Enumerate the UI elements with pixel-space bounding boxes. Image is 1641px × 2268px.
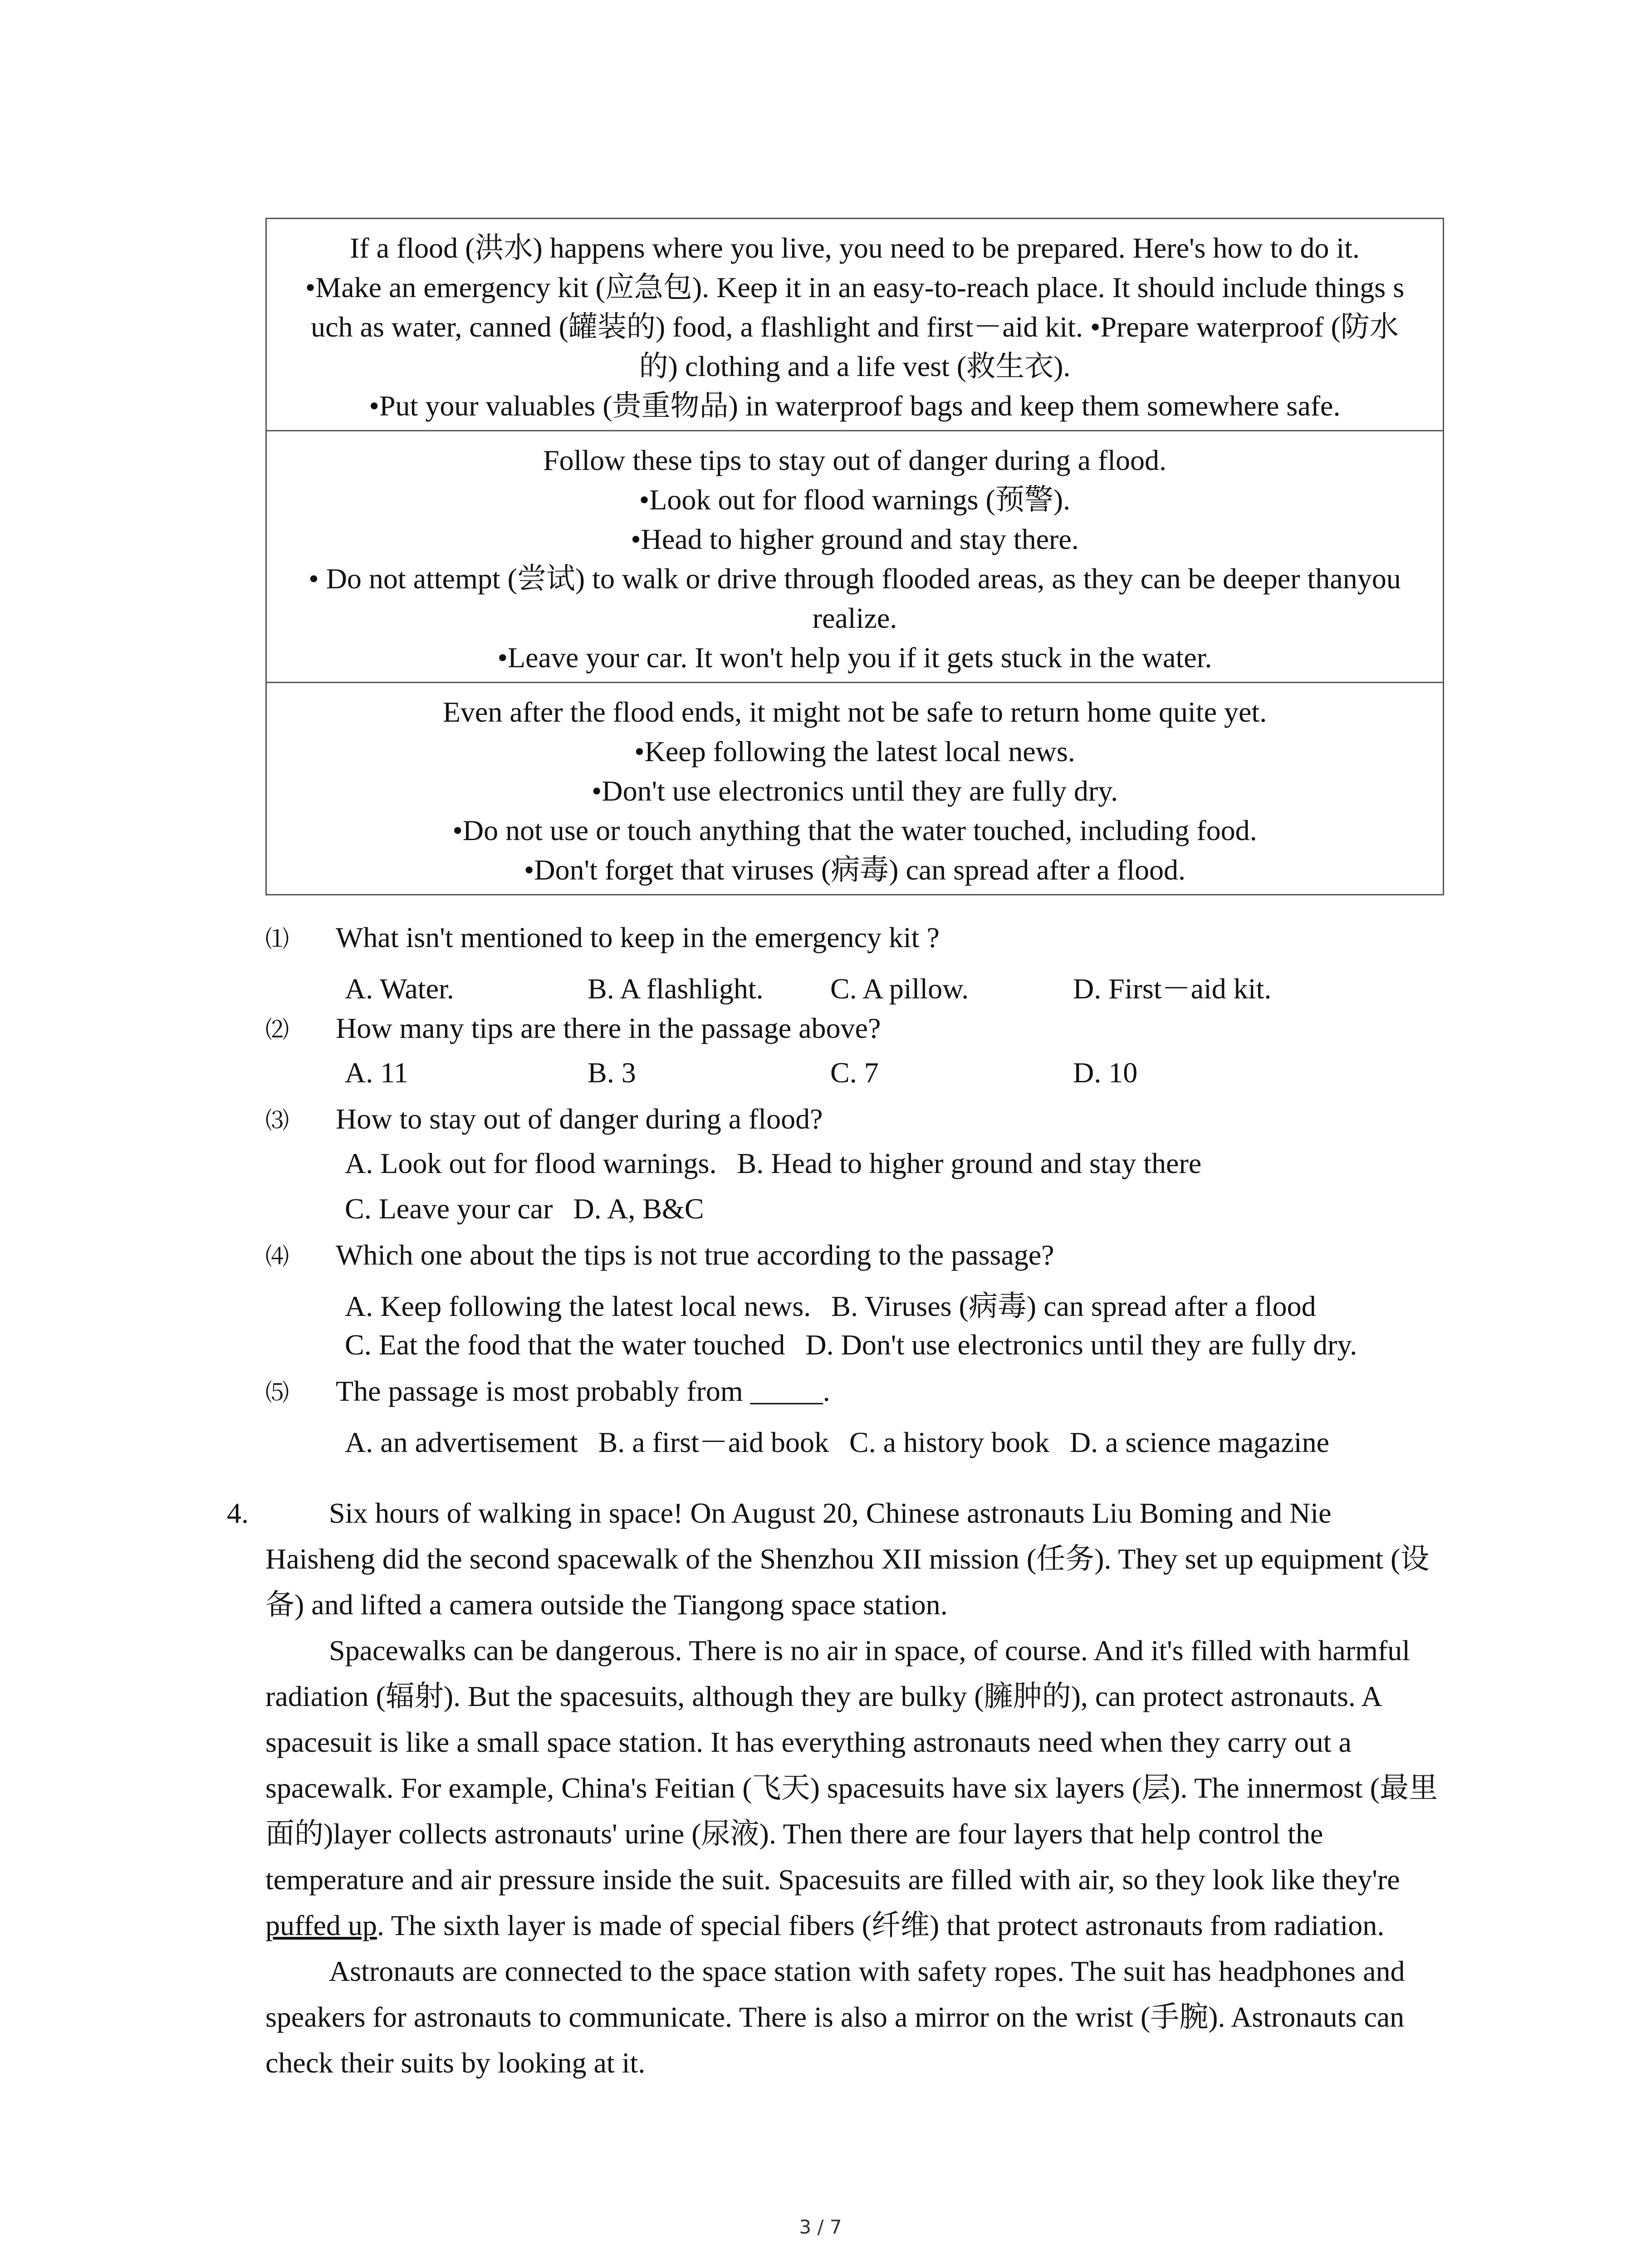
box-line: •Don't forget that viruses (病毒) can spread after a flood. (524, 854, 1186, 886)
question-number: ⑸ (265, 1379, 289, 1407)
option-row (265, 1147, 1445, 1192)
box-line: •Put your valuables (贵重物品) in waterproof bags and keep them somewhere safe. (369, 390, 1341, 422)
box-line: •Make an emergency kit (应急包). Keep it in an easy-to-reach place. It should include things s (305, 271, 1405, 303)
option-c[interactable]: C. Eat the food that the water touched (345, 1329, 785, 1361)
option-c[interactable]: C. a history book (849, 1426, 1049, 1458)
box-line: 的) clothing and a life vest (救生衣). (639, 350, 1071, 382)
box-section-prepare (267, 219, 1443, 430)
passage-number: 4. (227, 1497, 249, 1529)
box-section-after (267, 682, 1443, 894)
option-b[interactable]: B. a first－aid book (598, 1426, 829, 1458)
question-number: ⑵ (265, 1017, 289, 1044)
question-text: How to stay out of danger during a flood? (336, 1103, 823, 1135)
option-row (265, 1328, 1445, 1374)
option-row (265, 965, 1445, 1011)
box-line: •Leave your car. It won't help you if it gets stuck in the water. (497, 641, 1212, 674)
option-b[interactable]: B. A flashlight. (588, 973, 764, 1005)
box-line: realize. (812, 602, 897, 634)
question-4 (265, 1237, 1445, 1283)
question-text: How many tips are there in the passage above? (336, 1012, 881, 1044)
question-text: The passage is most probably from _____. (336, 1375, 830, 1407)
paragraph-1 (218, 1490, 1443, 1628)
box-line: uch as water, canned (罐装的) food, a flashlight and first－aid kit. •Prepare waterproof (防水 (311, 311, 1399, 343)
option-d[interactable]: D. a science magazine (1069, 1426, 1329, 1458)
question-2 (265, 1011, 1445, 1056)
box-line: If a flood (洪水) happens where you live, you need to be prepared. Here's how to do it. (350, 232, 1360, 264)
question-text: What isn't mentioned to keep in the emergency kit ? (336, 921, 940, 953)
option-a[interactable]: A. Look out for flood warnings. (345, 1147, 717, 1179)
flood-passage-box (265, 218, 1444, 895)
box-line: •Don't use electronics until they are fully dry. (591, 775, 1118, 807)
option-a[interactable]: A. Water. (345, 973, 454, 1005)
option-row (265, 1192, 1445, 1237)
box-line: Even after the flood ends, it might not be safe to return home quite yet. (442, 696, 1267, 728)
option-d[interactable]: D. 10 (1073, 1056, 1138, 1089)
paragraph-text: Astronauts are connected to the space station with safety ropes. The suit has headphones and speakers for astronauts to communicate. There is also a mirror on the wrist (手腕). Astronauts can check their suits by looking at it. (265, 1955, 1405, 2079)
question-number: ⑷ (265, 1243, 289, 1271)
box-section-during (267, 430, 1443, 682)
spacewalk-passage (218, 1490, 1443, 2086)
question-5 (265, 1374, 1445, 1419)
question-3 (265, 1101, 1445, 1147)
box-line: • Do not attempt (尝试) to walk or drive through flooded areas, as they can be deeper thanyou (309, 562, 1401, 595)
question-list (265, 920, 1445, 1464)
option-b[interactable]: B. Viruses (病毒) can spread after a flood (831, 1290, 1316, 1322)
box-line: •Look out for flood warnings (预警). (639, 484, 1071, 516)
option-b[interactable]: B. 3 (588, 1056, 636, 1089)
option-c[interactable]: C. A pillow. (830, 973, 969, 1005)
option-b[interactable]: B. Head to higher ground and stay there (737, 1147, 1202, 1179)
option-d[interactable]: D. Don't use electronics until they are fully dry. (805, 1329, 1357, 1361)
option-row (265, 1056, 1445, 1101)
paragraph-3 (218, 1948, 1443, 2086)
paragraph-text: Spacewalks can be dangerous. There is no air in space, of course. And it's filled with harmful radiation (辐射). But the spacesuits, although they are bulky (臃肿的), can protect astronauts. A spacesuit is like a small space station. It has everything astronauts need when they carry out a spacewalk. For example, China's Feitian (飞天) spacesuits have six layers (层). The innermost (最里面的)layer collects astronauts' urine (尿液). Then there are four layers that help control the temperature and air pressure inside the suit. Spacesuits are filled with air, so they look like they're (265, 1634, 1438, 1896)
option-a[interactable]: A. Keep following the latest local news. (345, 1290, 811, 1322)
option-d[interactable]: D. First－aid kit. (1073, 973, 1272, 1005)
question-number: ⑴ (265, 926, 289, 953)
page-number: 3 / 7 (799, 2216, 842, 2238)
box-line: Follow these tips to stay out of danger during a flood. (543, 444, 1167, 476)
box-line: •Head to higher ground and stay there. (631, 523, 1079, 555)
underlined-phrase: puffed up (265, 1909, 377, 1941)
option-a[interactable]: A. an advertisement (345, 1426, 578, 1458)
question-text: Which one about the tips is not true according to the passage? (336, 1239, 1054, 1271)
box-line: •Keep following the latest local news. (634, 735, 1075, 767)
option-row (265, 1283, 1445, 1328)
question-number: ⑶ (265, 1107, 289, 1134)
option-d[interactable]: D. A, B&C (573, 1193, 704, 1225)
option-c[interactable]: C. Leave your car (345, 1193, 553, 1225)
option-c[interactable]: C. 7 (830, 1056, 879, 1089)
paragraph-text: Six hours of walking in space! On August 20, Chinese astronauts Liu Boming and Nie Haisheng did the second spacewalk of the Shenzhou XII mission (任务). They set up equipment (设备) and lifted a camera outside the Tiangong space station. (265, 1497, 1430, 1621)
option-a[interactable]: A. 11 (345, 1056, 408, 1089)
question-1 (265, 920, 1445, 965)
paragraph-text: . The sixth layer is made of special fibers (纤维) that protect astronauts from radiation. (377, 1909, 1385, 1941)
box-line: •Do not use or touch anything that the water touched, including food. (452, 814, 1257, 846)
option-row (265, 1419, 1445, 1464)
paragraph-2 (218, 1628, 1443, 1948)
